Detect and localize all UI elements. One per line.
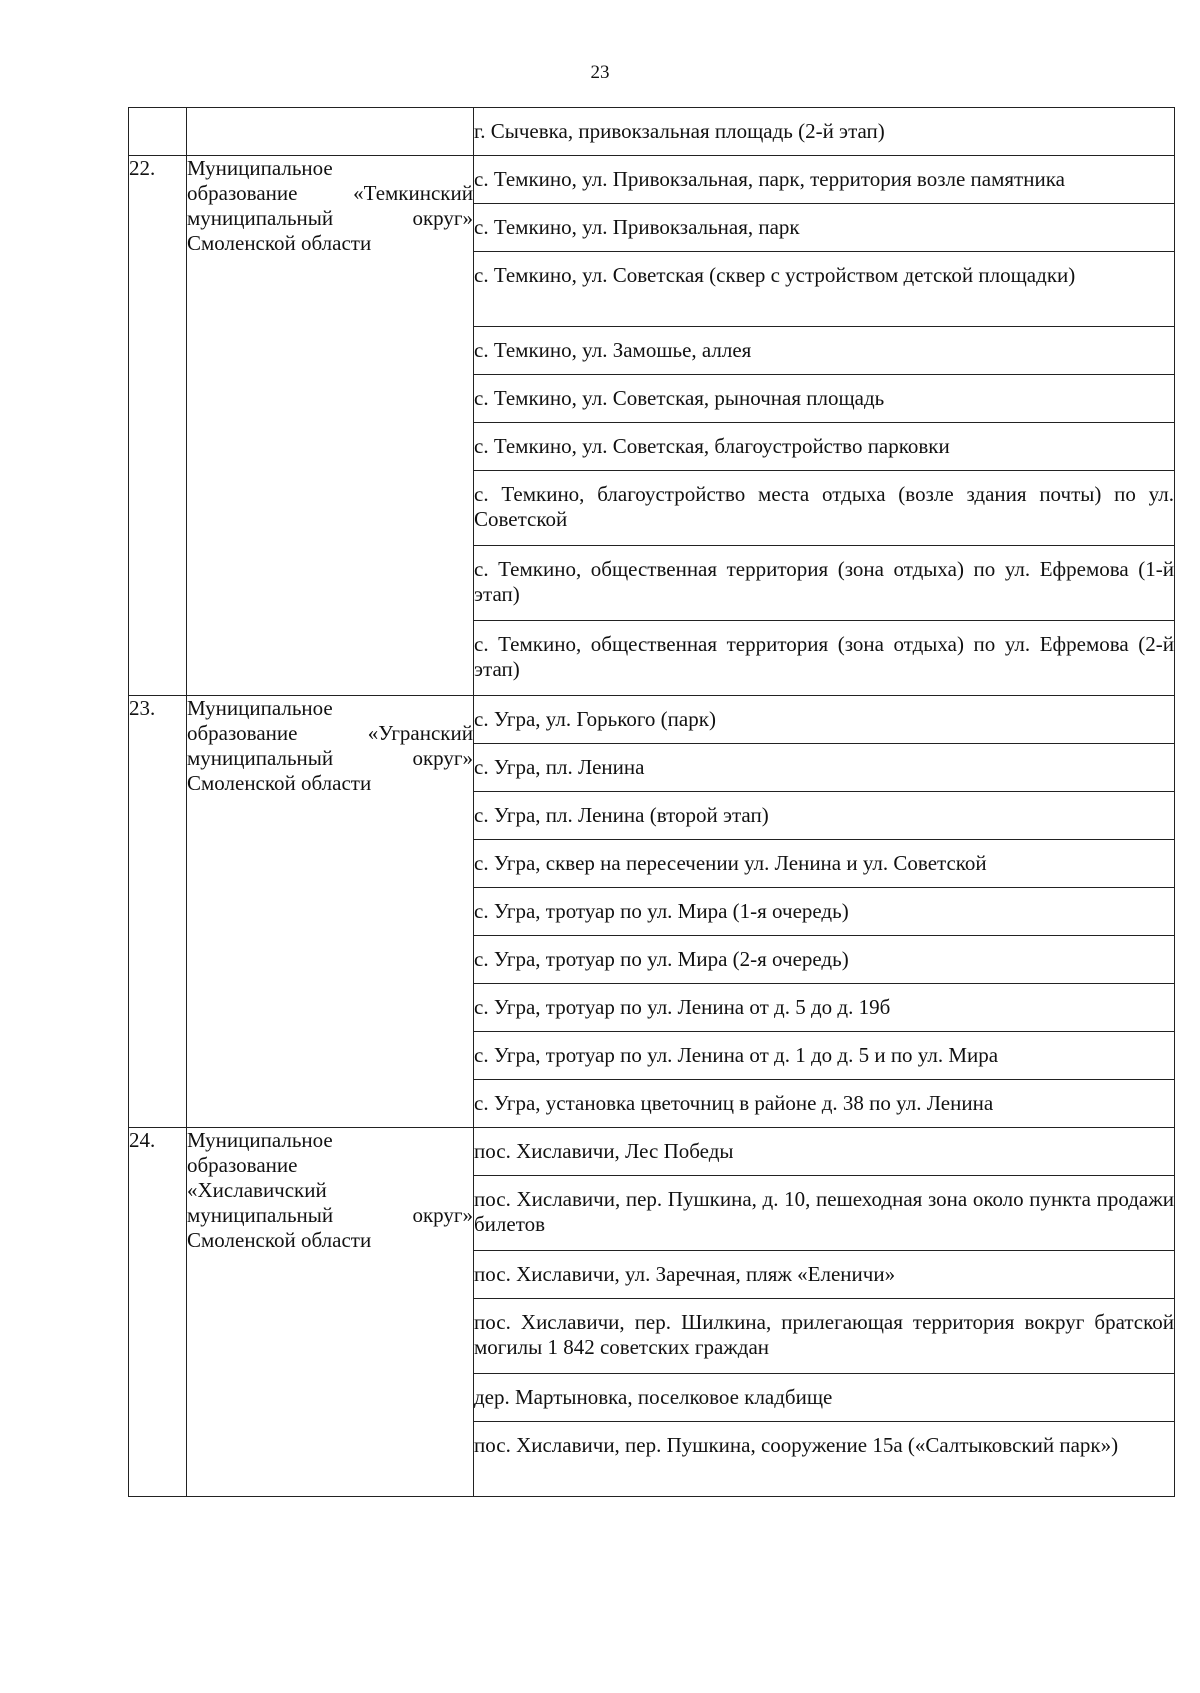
- place-cell: с. Темкино, ул. Советская, благоустройство парковки: [474, 423, 1175, 471]
- municipality-line: муниципальный округ»: [187, 1203, 473, 1227]
- place-cell: дер. Мартыновка, поселковое кладбище: [474, 1374, 1175, 1422]
- municipality-line: Смоленской области: [187, 1228, 372, 1252]
- municipality-cell: [187, 696, 474, 1128]
- municipality-line: Муниципальное: [187, 156, 333, 180]
- municipality-cell: [187, 156, 474, 696]
- place-cell: пос. Хиславичи, пер. Пушкина, д. 10, пешеходная зона около пункта продажи билетов: [474, 1176, 1175, 1251]
- place-cell: с. Темкино, общественная территория (зона отдыха) по ул. Ефремова (2-й этап): [474, 621, 1175, 696]
- place-cell: с. Угра, сквер на пересечении ул. Ленина и ул. Советской: [474, 840, 1175, 888]
- row-number-cell: 24.: [129, 1128, 187, 1497]
- registry-table: [128, 107, 1175, 1497]
- municipality-line: Муниципальное: [187, 696, 333, 720]
- municipality-line: муниципальный округ»: [187, 206, 473, 230]
- municipality-line: муниципальный округ»: [187, 746, 473, 770]
- municipality-line: «Хиславичский: [187, 1178, 327, 1202]
- place-cell: пос. Хиславичи, Лес Победы: [474, 1128, 1175, 1176]
- place-cell: с. Темкино, благоустройство места отдыха (возле здания почты) по ул. Советской: [474, 471, 1175, 546]
- place-cell: с. Темкино, ул. Привокзальная, парк: [474, 204, 1175, 252]
- page-number: 23: [590, 62, 610, 83]
- place-cell: с. Угра, тротуар по ул. Ленина от д. 5 до д. 19б: [474, 984, 1175, 1032]
- municipality-line: образование: [187, 1153, 298, 1177]
- place-cell: с. Темкино, ул. Советская, рыночная площадь: [474, 375, 1175, 423]
- place-cell: с. Темкино, ул. Замошье, аллея: [474, 327, 1175, 375]
- place-cell: с. Темкино, общественная территория (зона отдыха) по ул. Ефремова (1-й этап): [474, 546, 1175, 621]
- table-row: [129, 108, 1175, 156]
- place-cell: с. Темкино, ул. Советская (сквер с устройством детской площадки): [474, 252, 1175, 327]
- municipality-line: Смоленской области: [187, 231, 372, 255]
- table-row: [129, 156, 1175, 204]
- row-number-cell: 23.: [129, 696, 187, 1128]
- municipality-line: образование «Темкинский: [187, 181, 473, 205]
- place-cell: с. Угра, тротуар по ул. Мира (1-я очередь): [474, 888, 1175, 936]
- place-cell: с. Угра, ул. Горького (парк): [474, 696, 1175, 744]
- place-cell: с. Угра, тротуар по ул. Мира (2-я очередь): [474, 936, 1175, 984]
- place-cell: с. Угра, установка цветочниц в районе д. 38 по ул. Ленина: [474, 1080, 1175, 1128]
- place-cell: с. Угра, пл. Ленина (второй этап): [474, 792, 1175, 840]
- place-cell: с. Угра, тротуар по ул. Ленина от д. 1 до д. 5 и по ул. Мира: [474, 1032, 1175, 1080]
- municipality-line: Смоленской области: [187, 771, 372, 795]
- table-row: [129, 696, 1175, 744]
- municipality-line: образование «Угранский: [187, 721, 473, 745]
- place-cell: г. Сычевка, привокзальная площадь (2-й этап): [474, 108, 1175, 156]
- place-cell: с. Угра, пл. Ленина: [474, 744, 1175, 792]
- place-cell: пос. Хиславичи, ул. Заречная, пляж «Еленичи»: [474, 1251, 1175, 1299]
- table-row: [129, 1128, 1175, 1176]
- row-number-cell: [129, 108, 187, 156]
- municipality-line: Муниципальное: [187, 1128, 333, 1152]
- municipality-cell: [187, 108, 474, 156]
- place-cell: пос. Хиславичи, пер. Пушкина, сооружение 15а («Салтыковский парк»): [474, 1422, 1175, 1497]
- row-number-cell: 22.: [129, 156, 187, 696]
- place-cell: пос. Хиславичи, пер. Шилкина, прилегающая территория вокруг братской могилы 1 842 советских граждан: [474, 1299, 1175, 1374]
- place-cell: с. Темкино, ул. Привокзальная, парк, территория возле памятника: [474, 156, 1175, 204]
- municipality-cell: [187, 1128, 474, 1497]
